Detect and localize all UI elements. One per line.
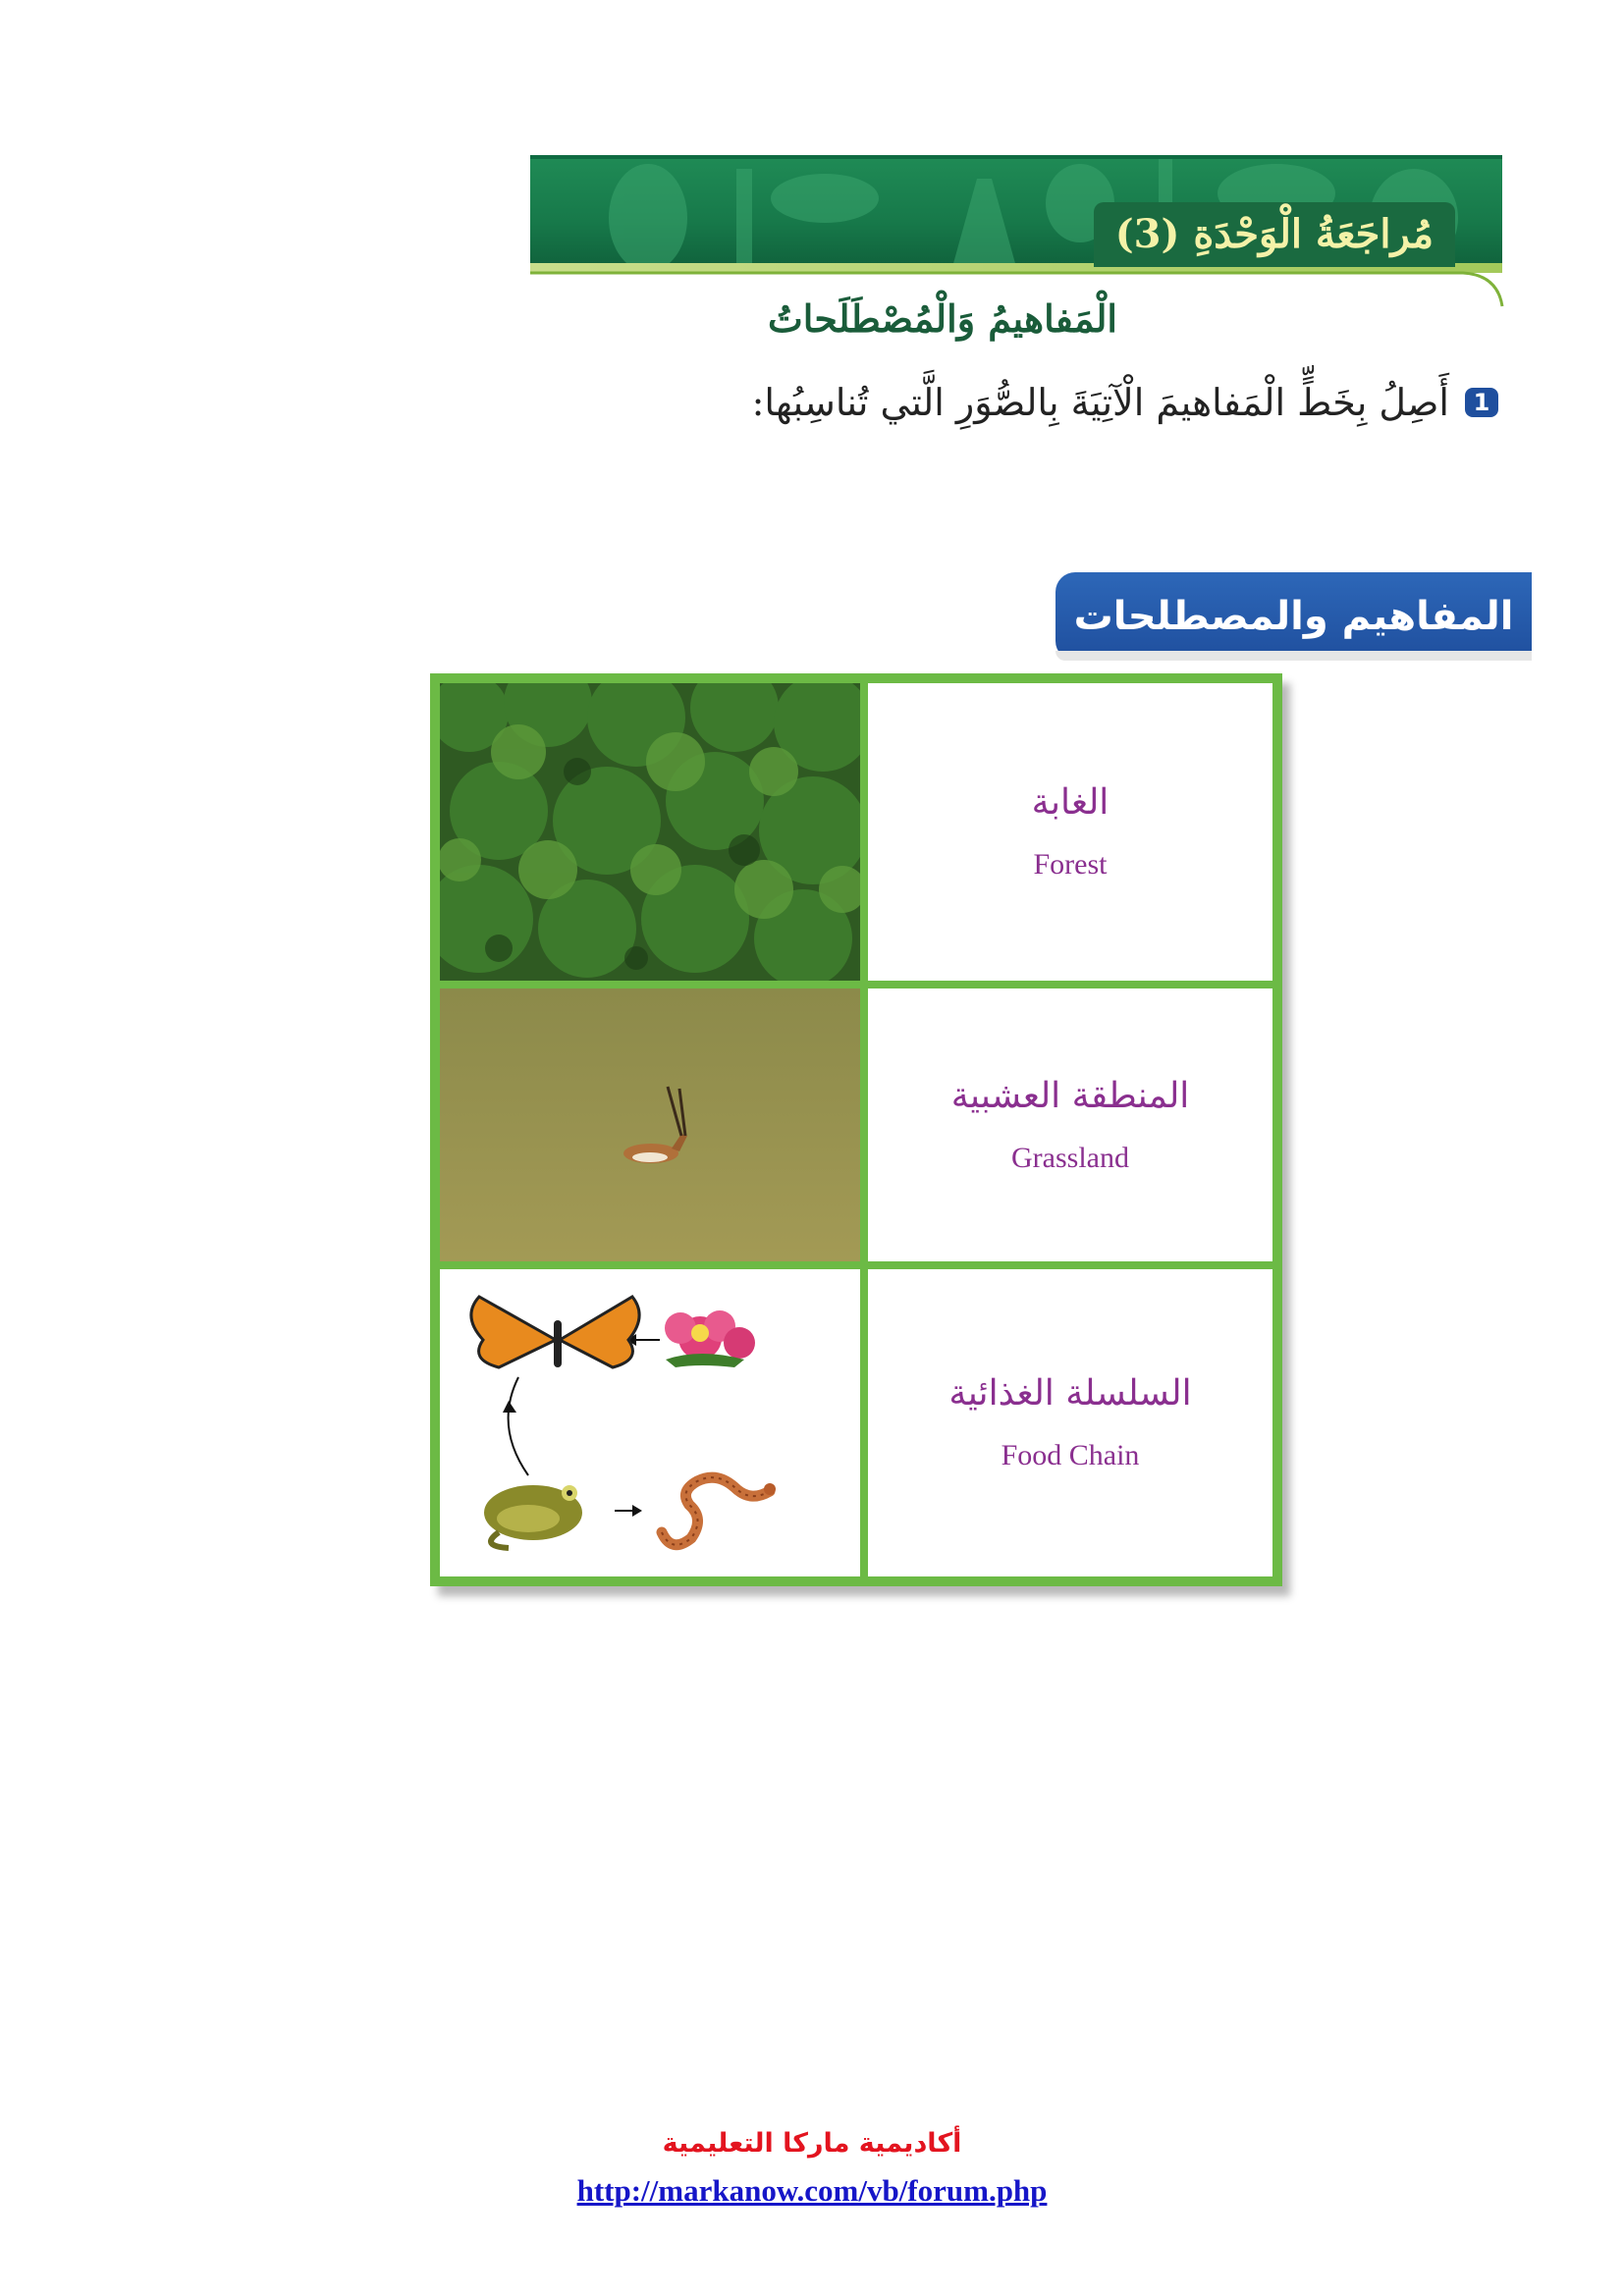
term-english: Grassland [1011, 1141, 1129, 1174]
term-cell-grassland [868, 988, 1272, 1261]
grassland-antelope-photo [440, 988, 860, 1261]
term-english: Food Chain [1001, 1439, 1140, 1471]
curved-arrow-icon [503, 1377, 528, 1475]
term-english: Forest [1033, 848, 1108, 881]
term-cell-food-chain [868, 1269, 1272, 1576]
matching-grid [430, 673, 1282, 1586]
food-chain-image [440, 1269, 860, 1576]
question-instruction [752, 381, 1498, 424]
food-chain-diagram [440, 1269, 860, 1576]
concepts-tab-label: المفاهيم والمصطلحات [1073, 594, 1514, 639]
forest-image [440, 683, 860, 981]
frog-icon [484, 1485, 582, 1548]
unit-review-banner [530, 155, 1502, 273]
academy-name: أكاديمية ماركا التعليمية [662, 2128, 962, 2159]
section-heading: الْمَفاهيمُ وَالْمُصْطَلَحاتُ [768, 296, 1117, 341]
forum-link[interactable]: http://markanow.com/vb/forum.php [576, 2173, 1048, 2208]
question-text: أَصِلُ بِخَطٍّ الْمَفاهيمَ الْآتِيَةَ بِالصُّوَرِ الَّتي تُناسِبُها: [751, 381, 1449, 424]
tab-shadow-strip [1056, 651, 1532, 661]
butterfly-icon [471, 1297, 639, 1367]
question-number-badge: 1 [1465, 388, 1498, 417]
term-cell-forest [868, 683, 1272, 981]
arrow-right-icon [615, 1505, 642, 1517]
concepts-tab [1056, 572, 1532, 661]
term-arabic: الغابة [1031, 782, 1110, 823]
grassland-image [440, 988, 860, 1261]
forest-photo [440, 683, 860, 981]
unit-review-title: مُراجَعَةُ الْوَحْدَةِ (3) [1094, 202, 1455, 267]
term-arabic: المنطقة العشبية [950, 1075, 1190, 1116]
flower-icon [665, 1310, 755, 1367]
snake-icon [662, 1477, 776, 1545]
term-arabic: السلسلة الغذائية [948, 1373, 1192, 1414]
